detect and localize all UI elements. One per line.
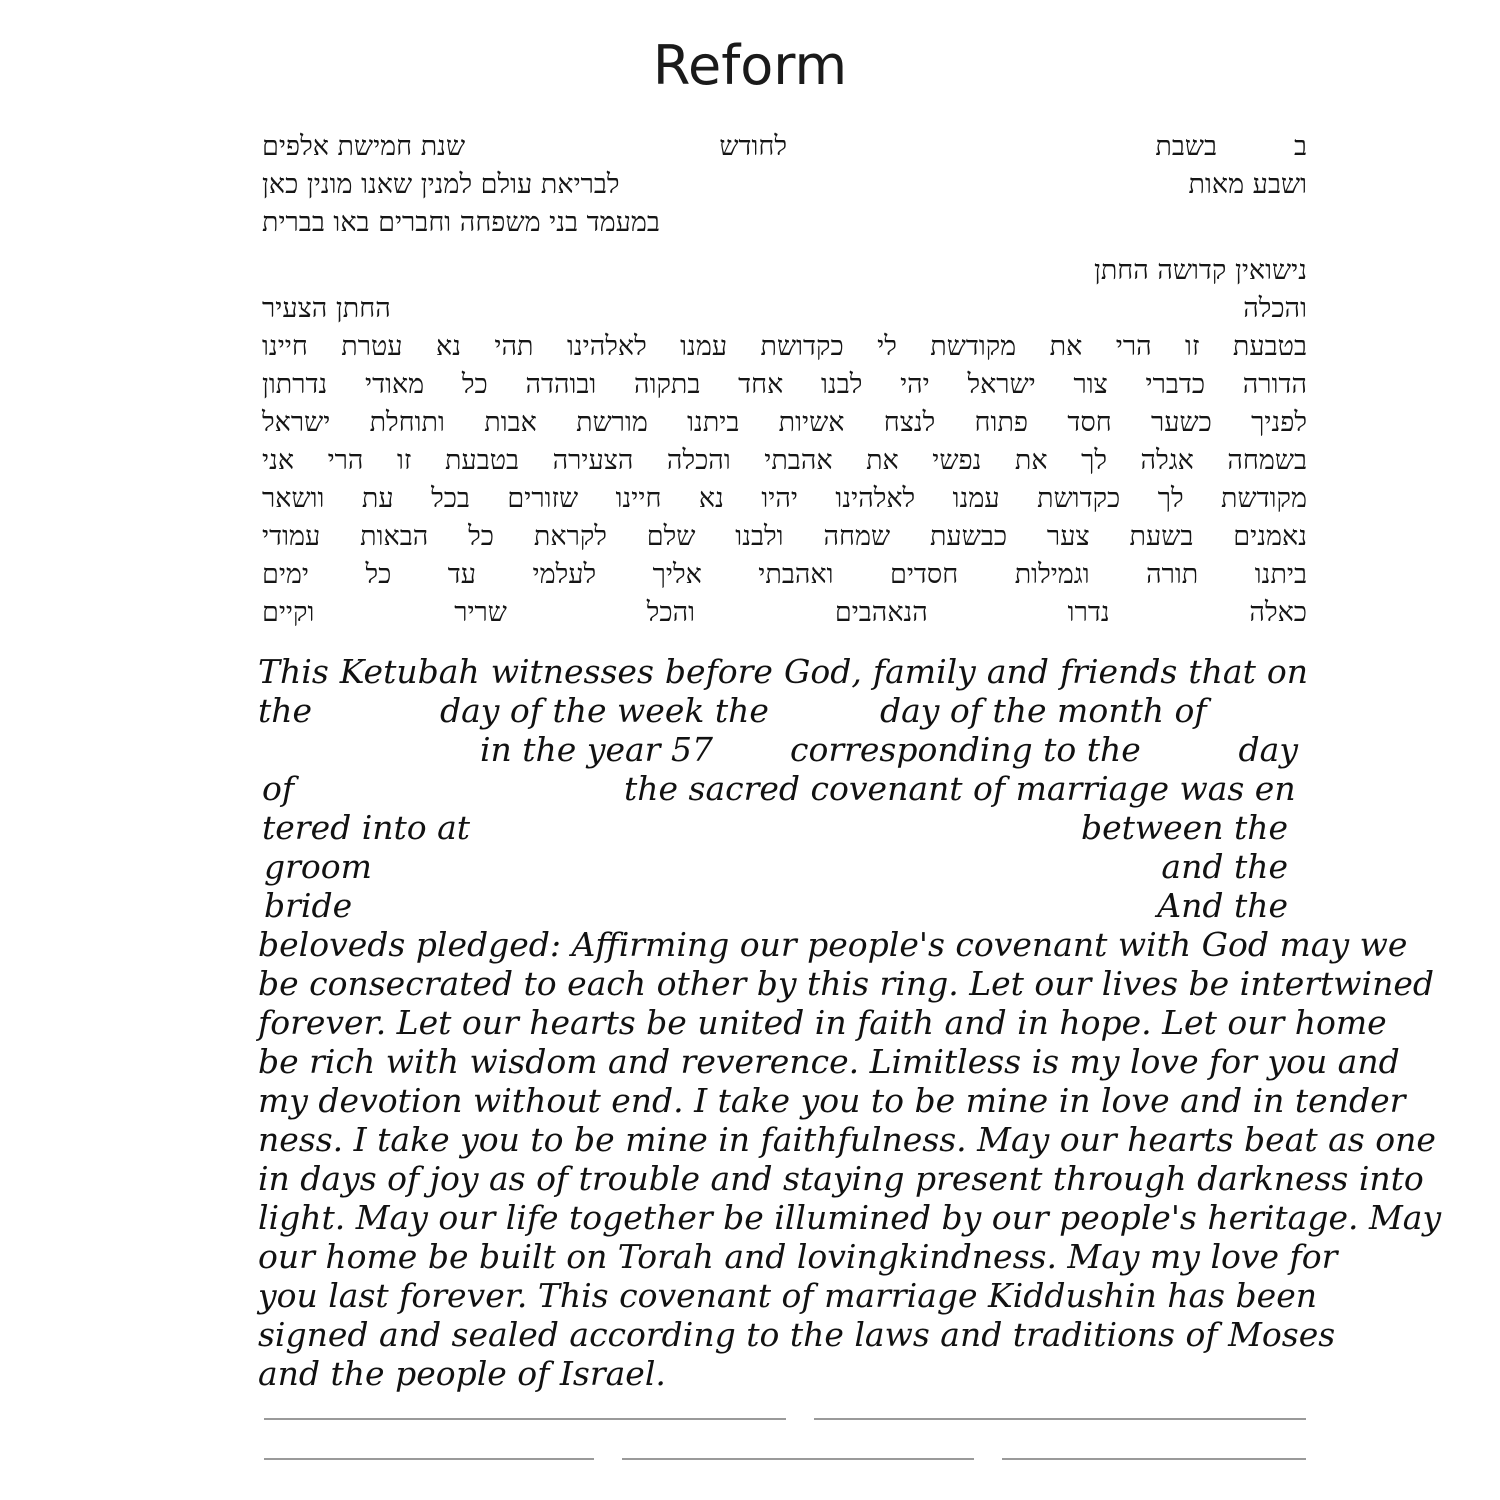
hebrew-line xyxy=(262,290,1307,328)
hebrew-line: מקודשת לך כקדושת עמנו לאלהינו יהיו נא חיינו שזורים בכל עת וושאר xyxy=(262,483,1307,514)
english-line: forever. Let our hearts be united in faith and in hope. Let our home xyxy=(258,1003,1387,1042)
hebrew-text: לחודש xyxy=(719,131,787,162)
english-line: be rich with wisdom and reverence. Limitless is my love for you and xyxy=(258,1042,1400,1081)
english-text: day of the week the xyxy=(440,691,769,730)
english-text: and the xyxy=(1161,847,1288,886)
english-text: bride xyxy=(264,886,353,925)
signature-line[interactable] xyxy=(814,1418,1306,1420)
signature-line[interactable] xyxy=(264,1458,594,1460)
hebrew-line: לפניך כשער חסד פתוח לנצח אשיות ביתנו מורשת אבות ותוחלת ישראל xyxy=(262,407,1307,438)
english-text: groom xyxy=(264,847,372,886)
signature-line[interactable] xyxy=(622,1458,974,1460)
english-text: between the xyxy=(1080,808,1288,847)
hebrew-text: והכלה xyxy=(1243,293,1307,324)
hebrew-text: שנת חמישת אלפים xyxy=(262,131,466,162)
english-line: my devotion without end. I take you to be mine in love and in tender xyxy=(258,1081,1406,1120)
english-text: in the year 57 xyxy=(480,730,713,769)
hebrew-line xyxy=(262,166,1307,204)
hebrew-text: בשבת xyxy=(1155,131,1217,162)
hebrew-text: ב xyxy=(1293,131,1307,162)
english-line: ness. I take you to be mine in faithfulness. May our hearts beat as one xyxy=(258,1120,1436,1159)
english-line: be consecrated to each other by this ring. Let our lives be intertwined xyxy=(258,964,1434,1003)
english-line xyxy=(258,808,1308,847)
english-text-block xyxy=(258,652,1442,1393)
hebrew-line: בטבעת זו הרי את מקודשת לי כקדושת עמנו לאלהינו תהי נא עטרת חיינו xyxy=(262,331,1307,362)
english-text: the sacred covenant of marriage was en xyxy=(624,769,1296,808)
english-line xyxy=(258,691,1308,730)
english-line: our home be built on Torah and lovingkindness. May my love for xyxy=(258,1237,1338,1276)
hebrew-line: בשמחה אגלה לך את נפשי את אהבתי והכלה הצעירה בטבעת זו הרי אני xyxy=(262,445,1307,476)
english-text: tered into at xyxy=(262,808,471,847)
hebrew-line: ביתנו תורה וגמילות חסדים ואהבתי אליך לעלמי עד כל ימים xyxy=(262,559,1307,590)
english-text: corresponding to the xyxy=(790,730,1141,769)
hebrew-text: לבריאת עולם למנין שאנו מונין כאן xyxy=(262,169,620,200)
english-line xyxy=(258,769,1308,808)
hebrew-text: במעמד בני משפחה וחברים באו בברית xyxy=(262,207,660,238)
english-line: signed and sealed according to the laws and traditions of Moses xyxy=(258,1315,1336,1354)
page-title: Reform xyxy=(652,34,848,97)
hebrew-line xyxy=(262,128,1307,166)
english-text: of xyxy=(262,769,295,808)
english-line xyxy=(258,847,1308,886)
hebrew-text: ושבע מאות xyxy=(1188,169,1307,200)
hebrew-line: כאלה נדרו הנאהבים והכל שריר וקיים xyxy=(262,597,1307,628)
english-line: in days of joy as of trouble and staying present through darkness into xyxy=(258,1159,1424,1198)
english-line: and the people of Israel. xyxy=(258,1354,666,1393)
hebrew-line: הדורה כדברי צור ישראל יהי לבנו אחד בתקוה ובוהדה כל מאודי נדרתון xyxy=(262,369,1307,400)
english-text: And the xyxy=(1157,886,1288,925)
hebrew-text: החתן הצעיר xyxy=(262,293,391,324)
signature-line[interactable] xyxy=(264,1418,786,1420)
hebrew-line: נאמנים בשעת צער כבשעת שמחה ולבנו שלם לקראת כל הבאות עמודי xyxy=(262,521,1307,552)
english-line: you last forever. This covenant of marriage Kiddushin has been xyxy=(258,1276,1317,1315)
english-text: day of the month of xyxy=(880,691,1207,730)
english-line: This Ketubah witnesses before God, family and friends that on xyxy=(258,652,1308,691)
english-line: beloveds pledged: Affirming our people's covenant with God may we xyxy=(258,925,1408,964)
hebrew-text-block xyxy=(262,128,1307,632)
hebrew-line xyxy=(262,252,1307,290)
english-line xyxy=(258,730,1308,769)
english-line: light. May our life together be illumined by our people's heritage. May xyxy=(258,1198,1442,1237)
hebrew-text: נישואין קדושה החתן xyxy=(1093,255,1307,286)
english-text: day xyxy=(1238,730,1298,769)
hebrew-line xyxy=(262,204,1307,242)
signature-line[interactable] xyxy=(1002,1458,1306,1460)
english-line xyxy=(258,886,1308,925)
english-text: the xyxy=(258,691,313,730)
